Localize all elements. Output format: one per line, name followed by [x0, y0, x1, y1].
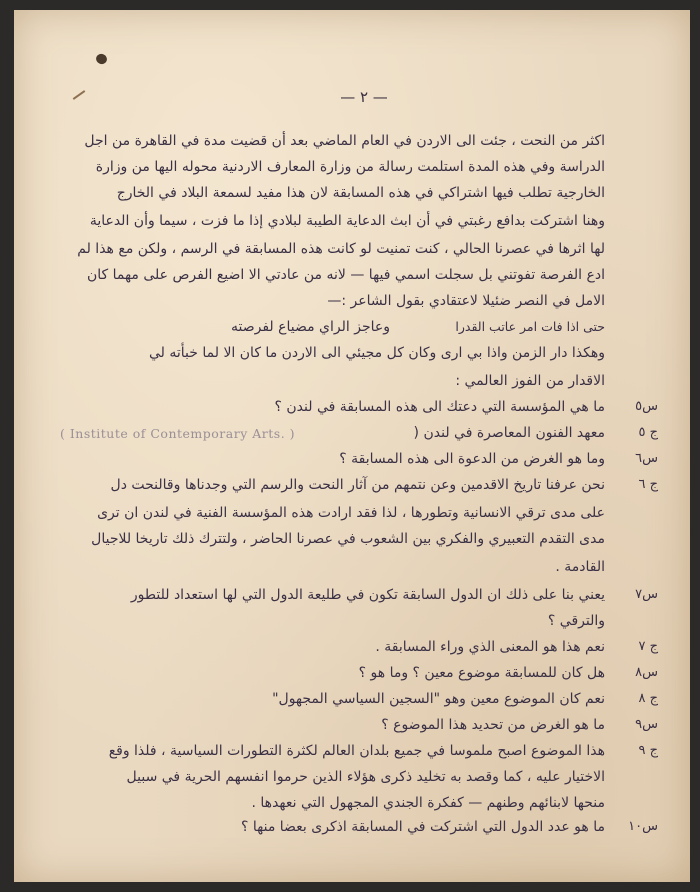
question-label: س٦	[635, 451, 658, 466]
question-text: ما هي المؤسسة التي دعتك الى هذه المسابقة في لندن ؟	[274, 399, 605, 415]
question-text: والترقي ؟	[547, 613, 605, 629]
ink-blot	[95, 52, 109, 65]
answer-label: ج ٦	[638, 477, 658, 492]
verse-second-hemistich: حتى اذا فات امر عاتب القدرا	[455, 319, 605, 334]
answer-text: مدى التقدم التعبيري والفكري بين الشعوب في عصرنا الحاضر ، ولتترك ذلك تاريخا للاجيال	[91, 531, 605, 547]
ink-scratch	[73, 90, 86, 100]
answer-label: ج ٧	[638, 639, 658, 654]
answer-text: معهد الفنون المعاصرة في لندن (	[413, 425, 605, 441]
intro-line: الامل في النصر ضئيلا لاعتقادي بقول الشاعر :—	[327, 293, 605, 309]
question-text: وما هو الغرض من الدعوة الى هذه المسابقة ؟	[339, 451, 605, 467]
answer-text: منحها لابنائهم وطنهم — كفكرة الجندي المجهول التي نعهدها .	[251, 795, 605, 811]
intro-line: الدراسة وفي هذه المدة استلمت رسالة من وزارة المعارف الاردنية محوله اليها من وزارة	[95, 159, 605, 175]
answer-label: ج ٨	[638, 691, 658, 706]
question-label: س٥	[635, 399, 658, 414]
intro-line: الخارجية تطلب فيها اشتراكي في هذه المسابقة لان هذا مفيد لسمعة البلاد في الخارج	[116, 185, 605, 201]
question-label: س٨	[635, 665, 658, 680]
page-number: — ٢ —	[340, 88, 388, 106]
question-text: ما هو عدد الدول التي اشتركت في المسابقة اذكرى بعضا منها ؟	[241, 819, 605, 835]
answer-text: نعم كان الموضوع معين وهو "السجين السياسي المجهول"	[272, 691, 605, 707]
intro-line: اكثر من النحت ، جئت الى الاردن في العام الماضي بعد أن قضيت مدة في القاهرة من اجل	[84, 133, 605, 149]
answer-text: نعم هذا هو المعنى الذي وراء المسابقة .	[375, 639, 605, 655]
answer-label: ج ٥	[638, 425, 658, 440]
answer-text: القادمة .	[555, 559, 605, 575]
verse-first-hemistich: وعاجز الراي مضياع لفرصته	[230, 319, 390, 335]
document-page	[14, 10, 690, 882]
intro-line: وهنا اشتركت بدافع رغبتي في أن ابث الدعاية الطيبة لبلادي إذا ما فزت ، سيما وأن الدعاية	[89, 213, 605, 229]
question-text: هل كان للمسابقة موضوع معين ؟ وما هو ؟	[358, 665, 605, 681]
body-line: الاقدار من الفوز العالمي :	[455, 373, 605, 389]
handwritten-margin-note: ( Institute of Contemporary Arts. )	[60, 426, 296, 441]
intro-line: ادع الفرصة تفوتني بل سجلت اسمي فيها — لانه من عادتي الا اضيع الفرص على مهما كان	[86, 267, 605, 283]
answer-text: على مدى ترقي الانسانية وتطورها ، لذا فقد ارادت هذه المؤسسة الفنية في لندن ان ترى	[97, 505, 605, 521]
question-label: س٧	[635, 587, 658, 602]
intro-line: لها اثرها في عصرنا الحالي ، كنت تمنيت لو كانت هذه المسابقة في الرسم ، ولكن مع هذا لم	[77, 241, 605, 257]
answer-text: هذا الموضوع اصبح ملموسا في جميع بلدان العالم لكثرة التطورات السياسية ، فلذا وقع	[108, 743, 605, 759]
answer-text: نحن عرفنا تاريخ الاقدمين وعن نتمهم من آثار النحت والرسم التي وجدناها وقالنحت دل	[110, 477, 605, 493]
answer-text: الاختيار عليه ، كما وقصد به تخليد ذكرى هؤلاء الذين حرموا انفسهم الحرية في سبيل	[126, 769, 605, 785]
question-text: ما هو الغرض من تحديد هذا الموضوع ؟	[381, 717, 605, 733]
question-text: يعني بنا على ذلك ان الدول السابقة تكون في طليعة الدول التي لها استعداد للتطور	[130, 587, 605, 603]
question-label: س٩	[635, 717, 658, 732]
question-label: س١٠	[628, 819, 658, 834]
answer-label: ج ٩	[638, 743, 658, 758]
body-line: وهكذا دار الزمن واذا بي ارى وكان كل مجيئي الى الاردن ما كان الا لما خبأته لي	[148, 345, 605, 361]
